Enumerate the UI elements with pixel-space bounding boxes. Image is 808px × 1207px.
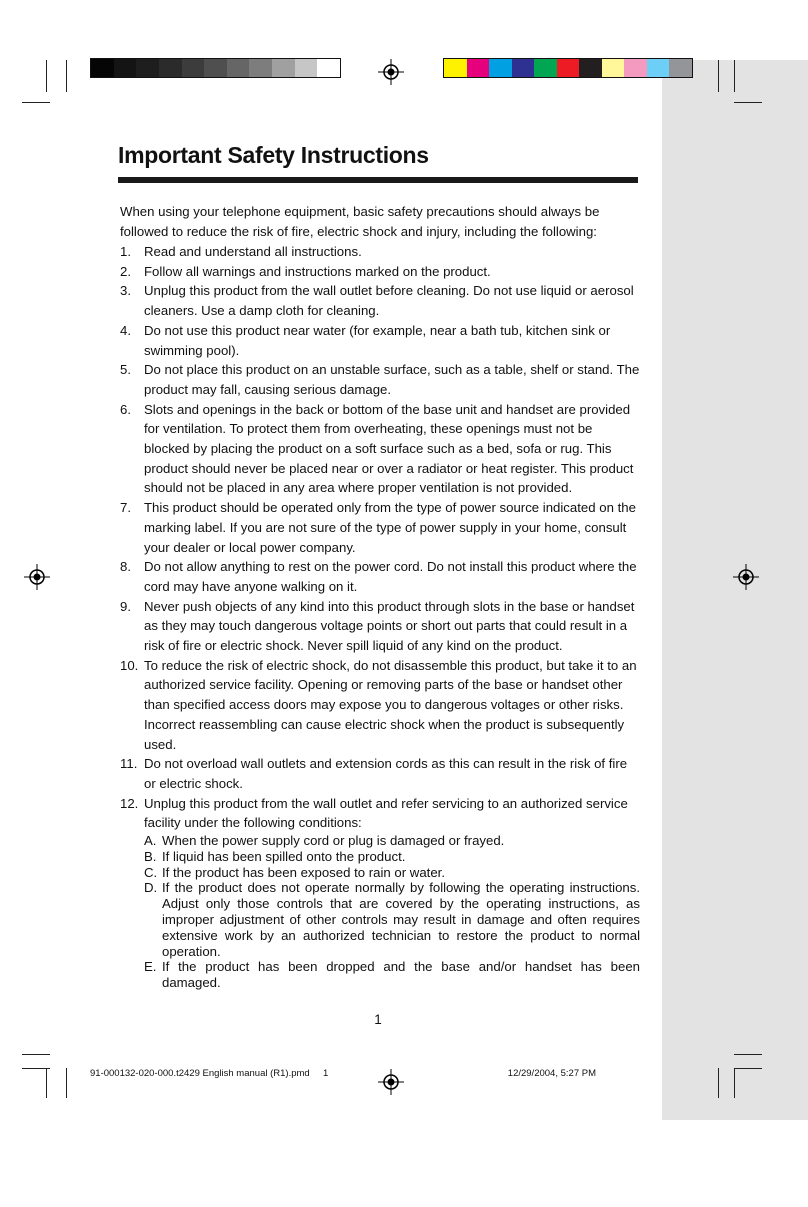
sub-text: If the product has been exposed to rain or water. <box>162 864 445 880</box>
item-text: Follow all warnings and instructions marked on the product. <box>144 263 491 279</box>
registration-mark-icon <box>24 564 50 590</box>
list-item <box>120 360 640 399</box>
sub-text: If liquid has been spilled onto the product. <box>162 848 406 864</box>
list-item <box>120 242 640 262</box>
item-text: Do not allow anything to rest on the power cord. Do not install this product where the cord may have anyone walking on it. <box>144 559 637 594</box>
item-text: Never push objects of any kind into this product through slots in the base or handset as they may touch dangerous voltage points or short out parts that could result in a risk of fire or electric shock. Never spill liquid of any kind on the product. <box>144 598 635 654</box>
item-text: Unplug this product from the wall outlet and refer servicing to an authorized service facility under the following conditions: <box>144 795 628 831</box>
item-number: 11. <box>120 756 138 772</box>
registration-mark-icon <box>378 1069 404 1095</box>
item-number: 3. <box>120 283 131 299</box>
side-margin-band <box>662 60 808 1120</box>
color-swatch <box>602 59 625 77</box>
gray-swatch <box>159 59 182 77</box>
color-swatch <box>534 59 557 77</box>
list-item <box>120 262 640 282</box>
footer-file-info <box>90 1068 310 1079</box>
footer-file-name: 91-000132-020-000.t2429 English manual (R1).pmd <box>90 1068 310 1079</box>
list-item <box>120 794 640 991</box>
item-text: To reduce the risk of electric shock, do not disassemble this product, but take it to an authorized service facility. Opening or removing parts of the base or handset other than specified access doors may expose you to dangerous voltages or other risks. Incorrect reassembling can cause electric shock when the product is subsequently used. <box>144 657 637 752</box>
safety-instructions-body <box>120 202 640 991</box>
registration-mark-icon <box>733 564 759 590</box>
list-item <box>120 498 640 557</box>
color-swatch <box>579 59 602 77</box>
color-swatch <box>467 59 490 77</box>
item-number: 4. <box>120 322 131 338</box>
item-number: 1. <box>120 244 131 259</box>
item-text: Do not place this product on an unstable surface, such as a table, shelf or stand. The product may fall, causing serious damage. <box>144 362 640 397</box>
gray-swatch <box>136 59 159 77</box>
list-item <box>120 754 640 793</box>
sub-letter: D. <box>144 880 158 896</box>
item-number: 9. <box>120 598 131 614</box>
title-rule <box>118 177 638 183</box>
gray-swatch <box>249 59 272 77</box>
color-swatch <box>669 59 692 77</box>
sub-letter: E. <box>144 959 157 975</box>
sublist-item <box>144 880 640 959</box>
sublist-item <box>144 959 640 991</box>
sublist-item <box>144 865 640 881</box>
color-swatch <box>647 59 670 77</box>
condition-sublist <box>144 833 640 991</box>
gray-swatch <box>182 59 205 77</box>
item-number: 8. <box>120 559 131 575</box>
item-number: 7. <box>120 500 131 516</box>
intro-paragraph: When using your telephone equipment, basic safety precautions should always be followed to reduce the risk of fire, electric shock and injury, including the following: <box>120 204 600 239</box>
gray-swatch <box>317 59 340 77</box>
item-text: Do not overload wall outlets and extension cords as this can result in the risk of fire or electric shock. <box>144 756 628 791</box>
color-swatch <box>444 59 467 77</box>
footer-timestamp: 12/29/2004, 5:27 PM <box>507 1068 596 1079</box>
sub-letter: B. <box>144 848 157 864</box>
item-number: 10. <box>120 657 139 673</box>
gray-calibration-strip <box>90 58 341 78</box>
list-item <box>120 321 640 360</box>
color-swatch <box>512 59 535 77</box>
item-text: Do not use this product near water (for example, near a bath tub, kitchen sink or swimming pool). <box>144 322 611 358</box>
list-item <box>120 656 640 755</box>
sub-letter: A. <box>144 833 157 849</box>
color-swatch <box>624 59 647 77</box>
footer-page-marker: 1 <box>323 1068 329 1079</box>
list-item <box>120 400 640 499</box>
gray-swatch <box>295 59 318 77</box>
gray-swatch <box>227 59 250 77</box>
item-number: 5. <box>120 362 131 378</box>
sublist-item <box>144 849 640 865</box>
gray-swatch <box>114 59 137 77</box>
gray-swatch <box>272 59 295 77</box>
gray-swatch <box>91 59 114 77</box>
sub-text: If the product has been dropped and the base and/or handset has been damaged. <box>162 959 640 991</box>
list-item <box>120 597 640 656</box>
item-text: Read and understand all instructions. <box>144 244 362 259</box>
page-number: 1 <box>374 1012 382 1027</box>
registration-mark-icon <box>378 59 404 85</box>
sublist-item <box>144 833 640 849</box>
sub-text: If the product does not operate normally by following the operating instructions. Adjust only those controls that are covered by the operating instructions, as improper adjustment of other controls may result in damage and often requires extensive work by an authorized technician to restore the product to normal operation. <box>162 880 640 959</box>
sub-text: When the power supply cord or plug is damaged or frayed. <box>162 833 505 849</box>
color-swatch <box>489 59 512 77</box>
gray-swatch <box>204 59 227 77</box>
item-text: This product should be operated only from the type of power source indicated on the marking label. If you are not sure of the type of power supply in your home, consult your dealer or local power company. <box>144 500 636 555</box>
sub-letter: C. <box>144 864 158 880</box>
item-number: 12. <box>120 795 139 811</box>
instruction-list <box>120 242 640 991</box>
item-number: 6. <box>120 401 131 417</box>
item-text: Slots and openings in the back or bottom of the base unit and handset are provided for ventilation. To protect them from overheating, these openings must not be blocked by placing the product on a soft surface such as a bed, sofa or rug. This product should never be placed near or over a radiator or heat register. This product should not be placed in any area where proper ventilation is not provided. <box>144 401 634 496</box>
color-calibration-strip <box>443 58 693 78</box>
item-text: Unplug this product from the wall outlet before cleaning. Do not use liquid or aerosol cleaners. Use a damp cloth for cleaning. <box>144 283 634 319</box>
item-number: 2. <box>120 263 131 279</box>
color-swatch <box>557 59 580 77</box>
list-item <box>120 557 640 596</box>
page-title: Important Safety Instructions <box>118 142 429 168</box>
list-item <box>120 281 640 320</box>
